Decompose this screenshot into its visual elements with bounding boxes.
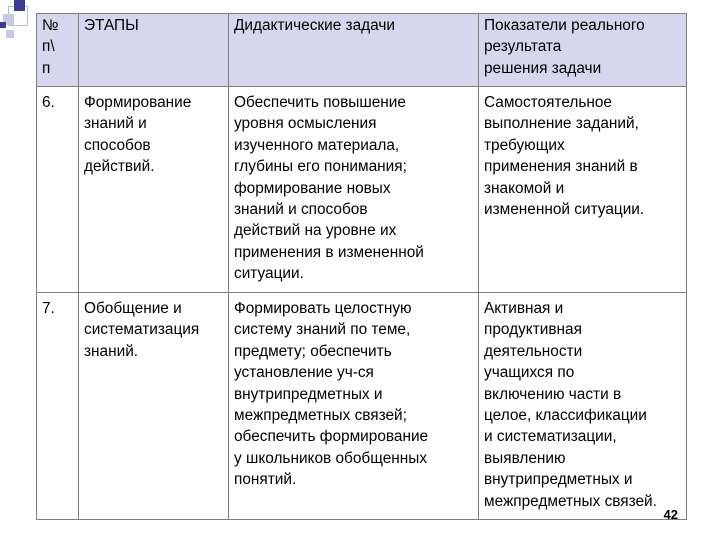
header-result-indicators: Показатели реального результата решения задачи xyxy=(479,14,687,87)
header-didactic-tasks: Дидактические задачи xyxy=(229,14,479,87)
row-number: 7. xyxy=(37,293,79,520)
table-header-row xyxy=(37,14,687,87)
row-number: 6. xyxy=(37,87,79,293)
stages-table xyxy=(36,13,687,520)
row-stage: Формирование знаний и способов действий. xyxy=(79,87,229,293)
table-row xyxy=(37,293,687,520)
row-didactic-tasks: Обеспечить повышение уровня осмысления изученного материала, глубины его понимания; формирование новых знаний и способов действий на уровне их применения в измененной ситуации. xyxy=(229,87,479,293)
decorative-squares xyxy=(0,0,40,48)
decor-square-dark xyxy=(14,0,25,11)
row-result-indicators: Активная и продуктивная деятельности учащихся по включению части в целое, классификации и систематизации, выявлению внутрипредметных и межпредметных связей. xyxy=(479,293,687,520)
row-stage: Обобщение и систематизация знаний. xyxy=(79,293,229,520)
row-result-indicators: Самостоятельное выполнение заданий, требующих применения знаний в знакомой и измененной ситуации. xyxy=(479,87,687,293)
decor-square-tiny xyxy=(0,22,6,28)
row-didactic-tasks: Формировать целостную систему знаний по теме, предмету; обеспечить установление уч-ся внутрипредметных и межпредметных связей; обеспечить формирование у школьников обобщенных понятий. xyxy=(229,293,479,520)
decor-square-small xyxy=(6,30,14,38)
header-stage: ЭТАПЫ xyxy=(79,14,229,87)
page-number: 42 xyxy=(663,507,678,522)
table-row xyxy=(37,87,687,293)
header-number: № п\ п xyxy=(37,14,79,87)
